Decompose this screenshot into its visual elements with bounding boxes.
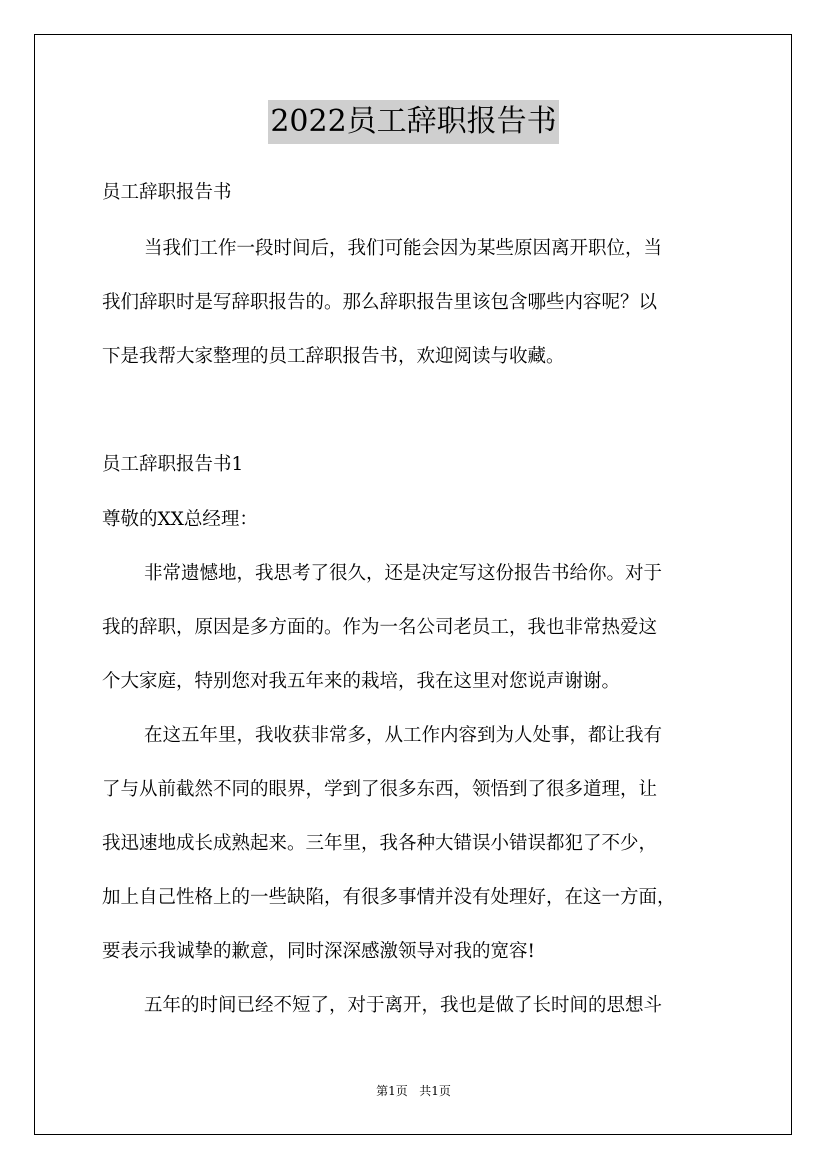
paragraph-line: 在这五年里，我收获非常多，从工作内容到为人处事，都让我有 <box>144 725 663 746</box>
paragraph-line: 下是我帮大家整理的员工辞职报告书，欢迎阅读与收藏。 <box>102 346 565 367</box>
page-number: 第1页 <box>376 1084 408 1098</box>
page-footer <box>0 1082 827 1100</box>
paragraph-line: 了与从前截然不同的眼界，学到了很多东西，领悟到了很多道理，让 <box>102 779 658 800</box>
page-total: 共1页 <box>419 1084 451 1098</box>
paragraph-line: 要表示我诚挚的歉意，同时深深感激领导对我的宽容! <box>102 941 535 962</box>
document-title: 2022员工辞职报告书 <box>268 100 558 144</box>
paragraph-line: 五年的时间已经不短了，对于离开，我也是做了长时间的思想斗 <box>144 995 663 1016</box>
paragraph-line: 我迅速地成长成熟起来。三年里，我各种大错误小错误都犯了不少， <box>102 833 658 854</box>
salutation: 尊敬的XX总经理： <box>102 509 258 530</box>
paragraph-line: 个大家庭，特别您对我五年来的栽培，我在这里对您说声谢谢。 <box>102 671 621 692</box>
paragraph-line: 我的辞职，原因是多方面的。作为一名公司老员工，我也非常热爱这 <box>102 617 658 638</box>
title-container <box>0 100 827 144</box>
paragraph-line: 当我们工作一段时间后，我们可能会因为某些原因离开职位，当 <box>144 238 663 259</box>
paragraph-line: 加上自己性格上的一些缺陷，有很多事情并没有处理好，在这一方面， <box>102 887 676 908</box>
paragraph-line: 我们辞职时是写辞职报告的。那么辞职报告里该包含哪些内容呢？以 <box>102 292 658 313</box>
section-heading: 员工辞职报告书1 <box>102 454 244 475</box>
paragraph-line: 非常遗憾地，我思考了很久，还是决定写这份报告书给你。对于 <box>144 563 663 584</box>
section-heading: 员工辞职报告书 <box>102 182 232 203</box>
